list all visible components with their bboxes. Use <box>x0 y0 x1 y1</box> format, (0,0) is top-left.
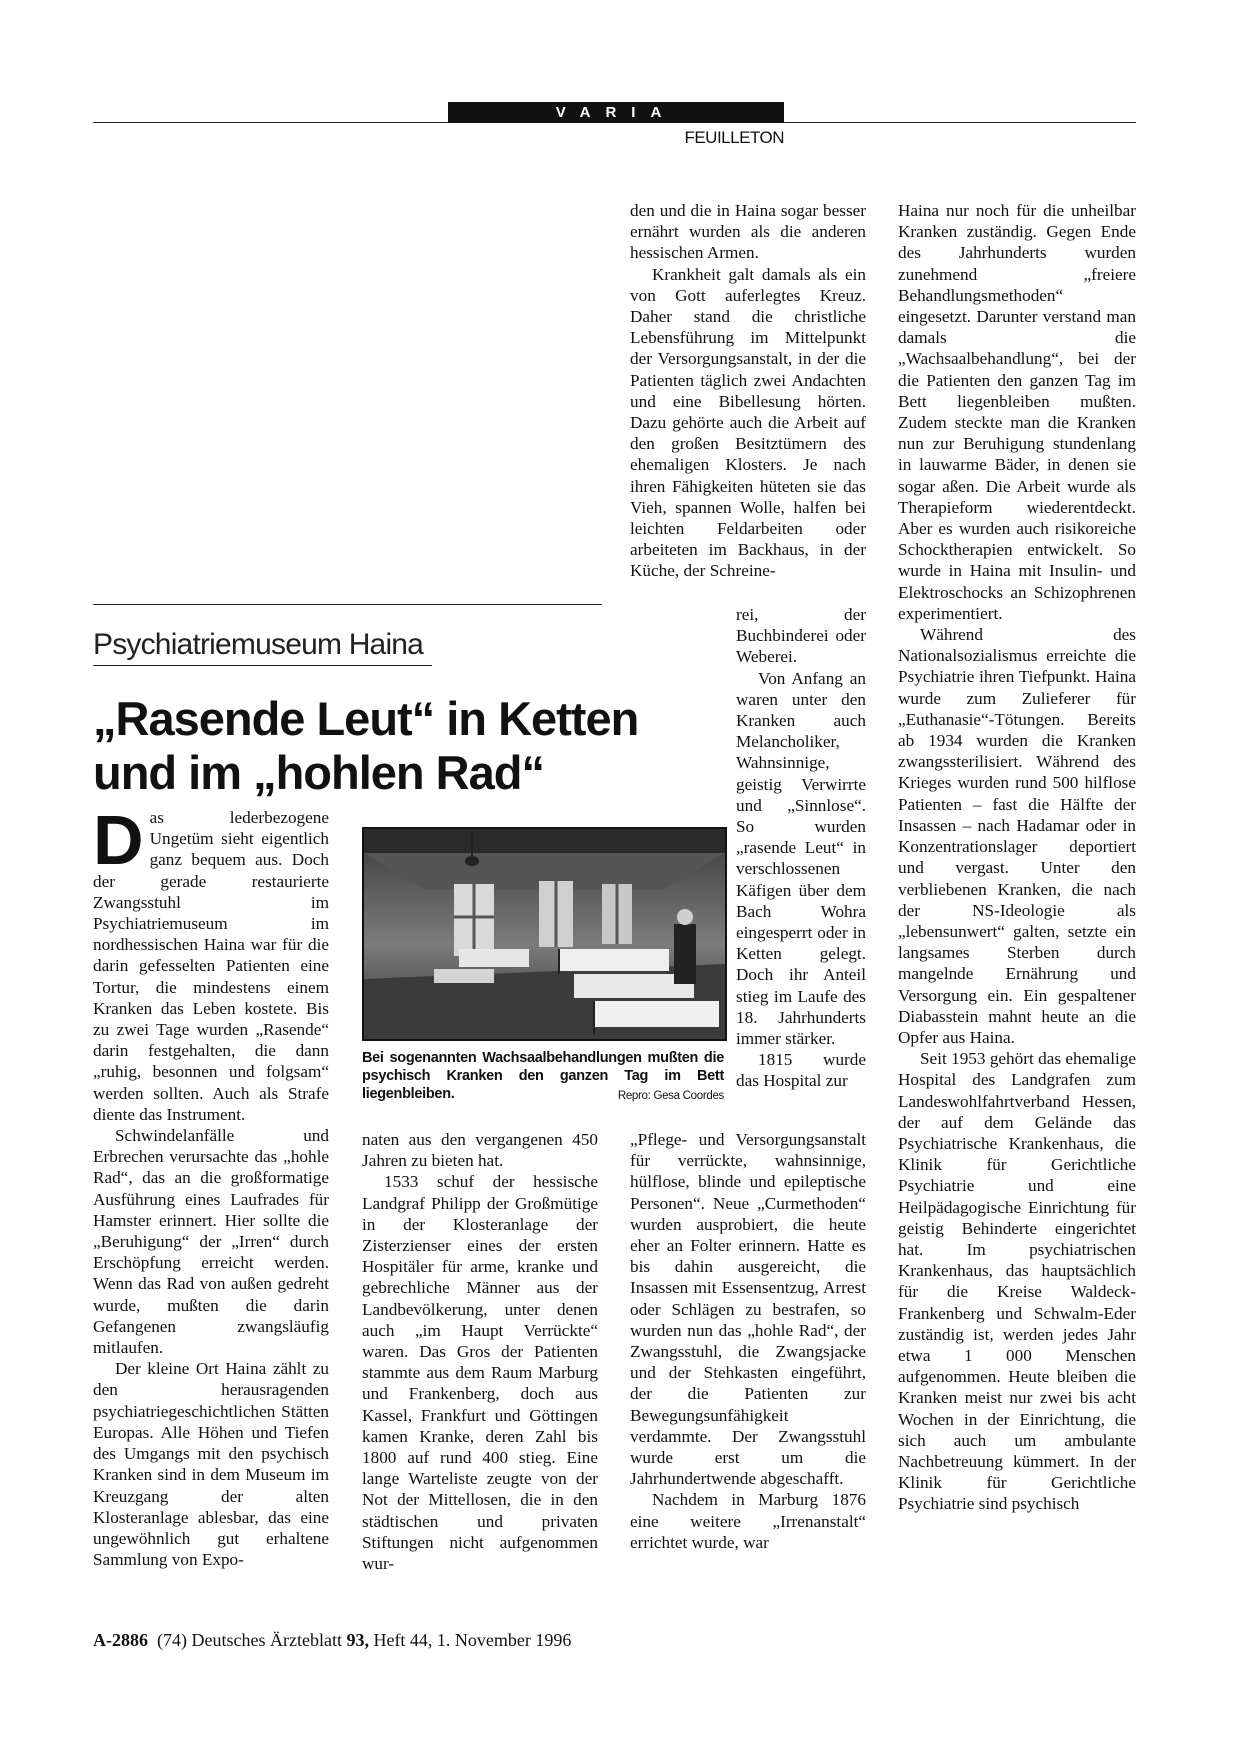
kicker: Psychiatriemuseum Haina <box>93 628 424 661</box>
section-label: VARIA <box>448 102 784 123</box>
paragraph: Krankheit galt damals als ein von Gott auferlegtes Kreuz. Daher stand die christliche Lebensführung im Mittelpunkt der Versorgungsanstalt, in der die Patienten täglich zwei Andachten und eine Bibellesung hörten. Dazu gehörte auch die Arbeit auf den großen Besitztümern des ehemaligen Klosters. Je nach ihren Fähigkeiten hüteten sie das Vieh, spannen Wolle, halfen bei leichten Feldarbeiten oder arbeiteten im Backhaus, in der Küche, der Schreine- <box>630 264 866 581</box>
photo-credit: Repro: Gesa Coordes <box>617 1090 724 1102</box>
drop-cap: D <box>93 801 144 879</box>
page-code: A-2886 <box>93 1630 148 1650</box>
paragraph: 1815 wurde das Hospital zur <box>736 1050 866 1091</box>
paragraph: Nachdem in Marburg 1876 eine weitere „Irrenanstalt“ errichtet wurde, war <box>630 1490 866 1552</box>
subsection-label: FEUILLETON <box>684 128 784 147</box>
paragraph: naten aus den vergangenen 450 Jahren zu bieten hat. <box>362 1130 598 1171</box>
kicker-underline <box>93 665 432 666</box>
column-3-bottom <box>630 1129 866 1553</box>
paragraph: „Pflege- und Versorgungsanstalt für verrückte, wahnsinnige, hülflose, blinde und epileptische Personen“. Neue „Curmethoden“ wurden ausprobiert, die heute eher an Folter erinnern. Hatte es bis dahin ausgereicht, die Insassen mit Essensentzug, Arrest oder Schlägen zu bestrafen, so wurden nun das „hohle Rad“, der Zwangsstuhl, die Zwangsjacke und der Stehkasten eingeführt, der die Patienten zur Bewegungsunfähigkeit verdammte. Der Zwangsstuhl wurde erst um die Jahrhundertwende abgeschafft. <box>630 1130 866 1489</box>
photo-caption: Bei sogenannten Wachsaalbehandlungen mußten die psychisch Kranken den ganzen Tag im Bett liegenbleiben. Repro: Gesa Coordes <box>362 1049 724 1105</box>
page-number: (74) <box>157 1630 187 1650</box>
title-rule <box>93 604 602 605</box>
paragraph: rei, der Buchbinderei oder Weberei. <box>736 605 866 667</box>
column-2 <box>362 1129 598 1574</box>
column-4 <box>898 200 1136 1515</box>
paragraph: Während des Nationalsozialismus erreichte die Psychiatrie ihren Tiefpunkt. Haina wurde zum Zulieferer für „Euthanasie“-Tötungen. Bereits ab 1934 wurden die Kranken zwangssterilisiert. Während des Krieges wurden rund 500 hilflose Patienten – fast die Hälfte der Insassen – nach Hadamar oder in Konzentrationslager deportiert und vergast. Unter den verbliebenen Kranken, die nach der NS-Ideologie als „lebensunwert“ galten, setzte ein langsames Sterben durch mangelnde Ernährung und Versorgung ein. Ein gespaltener Diabasstein mahnt heute an die Opfer aus Haina. <box>898 625 1136 1047</box>
volume: 93, <box>346 1630 369 1650</box>
paragraph: Der kleine Ort Haina zählt zu den herausragenden psychiatriegeschichtlichen Stätten Europas. Alle Höhen und Tiefen des Umgangs mit den psychisch Kranken sind in dem Museum im Kreuzgang der alten Klosteranlage ablesbar, das eine ungewöhnlich gut erhaltene Sammlung von Expo- <box>93 1359 329 1570</box>
paragraph: Schwindelanfälle und Erbrechen verursachte das „hohle Rad“, das an die großformatige Ausführung eines Laufrades für Hamster erinnert. Hier sollte die „Beruhigung“ der „Irren“ durch Erschöpfung erreicht werden. Wenn das Rad von außen gedreht wurde, mußten die darin Gefangenen zwangsläufig mitlaufen. <box>93 1126 329 1358</box>
issue-date: Heft 44, 1. November 1996 <box>373 1630 572 1650</box>
column-1 <box>93 801 329 1570</box>
paragraph: Das lederbezogene Ungetüm sieht eigentlich ganz bequem aus. Doch der gerade restaurierte Zwangsstuhl im Psychiatriemuseum im nordhessischen Haina war für die darin gefesselten Patienten eine Tortur, die mindestens einem Kranken das Leben kostete. Bis zu zwei Tage wurden „Rasende“ darin festgehalten, die dann „ruhig, besonnen und folgsam“ werden sollten. Auch als Strafe diente das Instrument. <box>93 801 329 1124</box>
paragraph: Seit 1953 gehört das ehemalige Hospital des Landgrafen zum Landeswohlfahrtverband Hessen, der auf dem Gelände das Psychiatrische Krankenhaus, die Klinik für Gerichtliche Psychiatrie und eine Heilpädagogische Einrichtung für geistig Behinderte eingerichtet hat. Im psychiatrischen Krankenhaus, das hauptsächlich für die Kreise Waldeck-Frankenberg und Schwalm-Eder zuständig ist, werden jedes Jahr etwa 1 000 Menschen aufgenommen. Heute bleiben die Kranken meist nur zwei bis acht Wochen in der Einrichtung, die sich auch um ambulante Nachbetreuung kümmert. In der Klinik für Gerichtliche Psychiatrie sind psychisch <box>898 1049 1136 1514</box>
historic-ward-photo <box>362 827 727 1041</box>
column-3-top <box>630 200 866 582</box>
paragraph: den und die in Haina sogar besser ernährt wurden als die anderen hessischen Armen. <box>630 201 866 263</box>
paragraph: Von Anfang an waren unter den Kranken auch Melancholiker, Wahnsinnige, geistig Verwirrte und „Sinnlose“. So wurden „rasende Leut“ in verschlossenen Käfigen über dem Bach Wohra eingesperrt oder in Ketten gelegt. Doch ihr Anteil stieg im Laufe des 18. Jahrhunderts immer stärker. <box>736 668 866 1049</box>
journal-name: Deutsches Ärzteblatt <box>191 1630 342 1650</box>
page-footer <box>93 1630 571 1651</box>
headline: „Rasende Leut“ in Ketten und im „hohlen Rad“ <box>93 692 639 799</box>
column-3-narrow <box>736 604 866 1092</box>
paragraph: Haina nur noch für die unheilbar Kranken zuständig. Gegen Ende des Jahrhunderts wurden zunehmend „freiere Behandlungsmethoden“ eingesetzt. Darunter verstand man damals die „Wachsaalbehandlung“, bei der die Patienten den ganzen Tag im Bett liegenbleiben mußten. Zudem steckte man die Kranken nun zur Beruhigung stundenlang in lauwarme Bäder, in denen sie sogar aßen. Die Arbeit wurde als Therapieform wiederentdeckt. Aber es wurden auch risikoreiche Schocktherapien entwickelt. So wurde in Haina mit Insulin- und Elektroschocks an Schizophrenen experimentiert. <box>898 201 1136 623</box>
photo-illustration <box>364 829 725 1039</box>
paragraph: 1533 schuf der hessische Landgraf Philipp der Großmütige in der Klosteranlage der Zisterzienser eines der ersten Hospitäler für arme, kranke und gebrechliche Männer aus der Landbevölkerung, unter denen auch „im Haupt Verrückte“ waren. Das Gros der Patienten stammte aus dem Raum Marburg und Frankenberg, doch aus Kassel, Frankfurt und Göttingen kamen Kranke, deren Zahl bis 1800 auf rund 400 stieg. Eine lange Warteliste zeugte von der Not der Mittellosen, die in den städtischen und privaten Stiftungen nicht aufgenommen wur- <box>362 1172 598 1574</box>
